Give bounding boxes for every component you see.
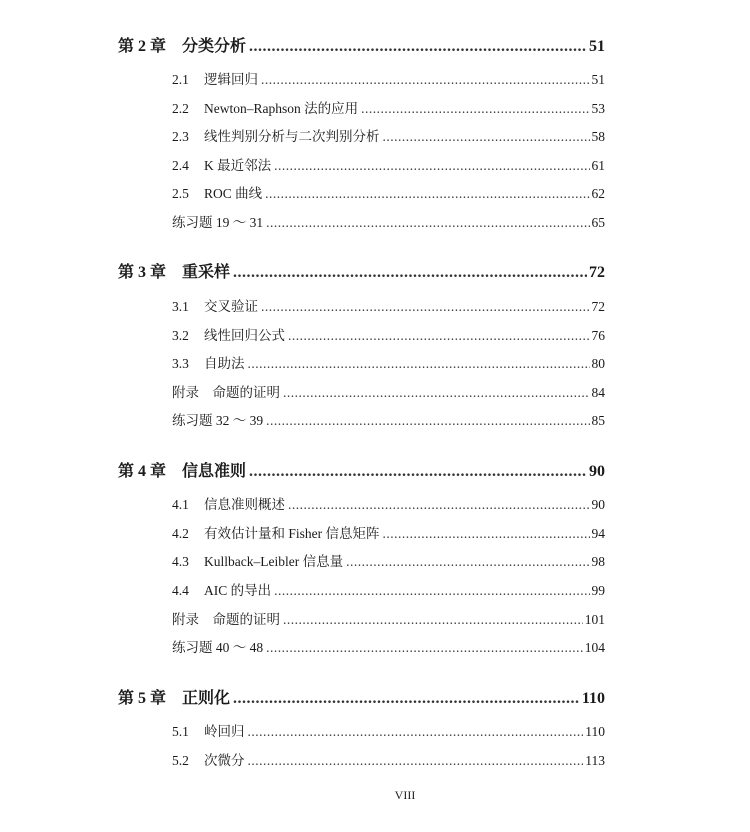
chapter-number: 第 4 章 — [118, 463, 167, 480]
chapter-4-entry[interactable] — [118, 458, 605, 480]
dot-leader — [233, 264, 587, 282]
page-number: 58 — [591, 129, 605, 144]
section-entry[interactable] — [172, 154, 605, 174]
dot-leader — [274, 583, 589, 599]
section-title: AIC 的导出 — [204, 583, 272, 598]
dot-leader — [248, 753, 584, 769]
page-number: 51 — [591, 72, 605, 87]
section-number: 3.3 — [172, 356, 189, 371]
section-number: 5.1 — [172, 724, 189, 739]
section-entry[interactable] — [172, 720, 605, 740]
page-number: 104 — [584, 640, 605, 655]
page-number: 61 — [591, 158, 605, 173]
section-number: 4.4 — [172, 583, 189, 598]
dot-leader — [383, 129, 590, 145]
chapter-2-entry[interactable] — [118, 33, 605, 55]
section-title: Newton–Raphson 法的应用 — [204, 101, 359, 116]
page-number: 90 — [591, 497, 605, 512]
section-title: 附录 命题的证明 — [172, 612, 280, 627]
section-title: 自助法 — [204, 356, 245, 371]
section-entry[interactable] — [172, 182, 605, 202]
chapter-number: 第 3 章 — [118, 264, 167, 281]
dot-leader — [233, 690, 580, 708]
page-number: 113 — [585, 753, 605, 768]
page-number: 53 — [591, 101, 605, 116]
chapter-title: 信息准则 — [182, 463, 247, 480]
page-number: 98 — [591, 554, 605, 569]
dot-leader — [265, 186, 589, 202]
section-number: 2.3 — [172, 129, 189, 144]
section-number: 3.2 — [172, 328, 189, 343]
chapter-number: 第 2 章 — [118, 38, 167, 55]
page-number: 51 — [589, 38, 605, 55]
section-number: 4.1 — [172, 497, 189, 512]
page-number: 65 — [591, 215, 605, 230]
section-title: 有效估计量和 Fisher 信息矩阵 — [204, 526, 380, 541]
appendix-entry[interactable] — [172, 608, 605, 628]
exercises-entry[interactable] — [172, 211, 605, 231]
page-number: 101 — [584, 612, 605, 627]
page-number: 72 — [589, 264, 605, 281]
page-number: 110 — [585, 724, 605, 739]
section-entry[interactable] — [172, 68, 605, 88]
chapter-title: 正则化 — [182, 690, 231, 707]
section-title: 练习题 19 ～ 31 — [172, 215, 264, 230]
page-number: 94 — [591, 526, 605, 541]
section-number: 3.1 — [172, 299, 189, 314]
page-number: 72 — [591, 299, 605, 314]
section-title: ROC 曲线 — [204, 186, 263, 201]
dot-leader — [249, 463, 587, 481]
dot-leader — [261, 299, 590, 315]
dot-leader — [266, 413, 589, 429]
section-title: 线性回归公式 — [204, 328, 285, 343]
dot-leader — [283, 612, 583, 628]
dot-leader — [383, 526, 590, 542]
section-title: 线性判别分析与二次判别分析 — [204, 129, 380, 144]
dot-leader — [361, 101, 589, 117]
section-title: 附录 命题的证明 — [172, 385, 280, 400]
section-entry[interactable] — [172, 550, 605, 570]
section-title: Kullback–Leibler 信息量 — [204, 554, 344, 569]
chapter-5-entry[interactable] — [118, 685, 605, 707]
page-number: 80 — [591, 356, 605, 371]
section-number: 2.5 — [172, 186, 189, 201]
page-number: 99 — [591, 583, 605, 598]
dot-leader — [261, 72, 590, 88]
page-folio: VIII — [394, 788, 416, 802]
dot-leader — [266, 215, 589, 231]
section-title: 信息准则概述 — [204, 497, 285, 512]
page-number: 76 — [591, 328, 605, 343]
exercises-entry[interactable] — [172, 409, 605, 429]
section-title: 练习题 40 ～ 48 — [172, 640, 264, 655]
section-title: 逻辑回归 — [204, 72, 258, 87]
section-entry[interactable] — [172, 749, 605, 769]
chapter-3-entry[interactable] — [118, 259, 605, 281]
dot-leader — [346, 554, 589, 570]
section-number: 4.2 — [172, 526, 189, 541]
dot-leader — [248, 724, 584, 740]
chapter-number: 第 5 章 — [118, 690, 167, 707]
section-title: 次微分 — [204, 753, 245, 768]
dot-leader — [288, 328, 590, 344]
section-title: K 最近邻法 — [204, 158, 272, 173]
section-entry[interactable] — [172, 125, 605, 145]
dot-leader — [283, 385, 590, 401]
section-number: 2.4 — [172, 158, 189, 173]
chapter-title: 分类分析 — [182, 38, 247, 55]
dot-leader — [266, 640, 583, 656]
section-entry[interactable] — [172, 522, 605, 542]
page-number: 84 — [591, 385, 605, 400]
dot-leader — [248, 356, 590, 372]
section-entry[interactable] — [172, 97, 605, 117]
section-entry[interactable] — [172, 295, 605, 315]
section-number: 4.3 — [172, 554, 189, 569]
page-number: 110 — [581, 690, 605, 707]
section-entry[interactable] — [172, 579, 605, 599]
page-number: 90 — [589, 463, 605, 480]
dot-leader — [249, 38, 587, 56]
section-entry[interactable] — [172, 352, 605, 372]
section-title: 岭回归 — [204, 724, 245, 739]
section-number: 2.1 — [172, 72, 189, 87]
section-title: 练习题 32 ～ 39 — [172, 413, 264, 428]
dot-leader — [288, 497, 590, 513]
page-number: 85 — [591, 413, 605, 428]
section-entry[interactable] — [172, 324, 605, 344]
exercises-entry[interactable] — [172, 636, 605, 656]
appendix-entry[interactable] — [172, 381, 605, 401]
section-entry[interactable] — [172, 493, 605, 513]
section-number: 5.2 — [172, 753, 189, 768]
chapter-title: 重采样 — [182, 264, 231, 281]
dot-leader — [274, 158, 589, 174]
section-title: 交叉验证 — [204, 299, 258, 314]
page-number: 62 — [591, 186, 605, 201]
section-number: 2.2 — [172, 101, 189, 116]
